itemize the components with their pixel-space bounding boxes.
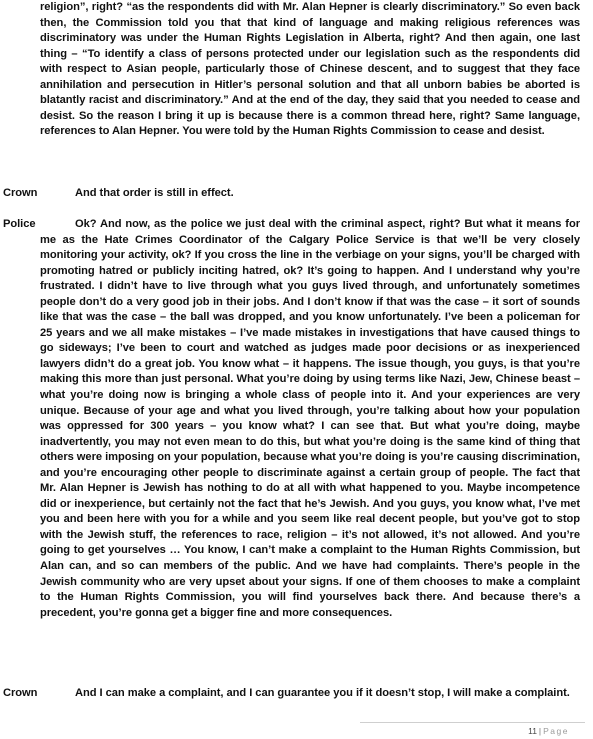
speaker-label: Police xyxy=(3,218,36,230)
page-number-value: 11 xyxy=(528,726,537,736)
page-number xyxy=(528,726,569,736)
paragraph-text: Ok? And now, as the police we just deal with the criminal aspect, right? But what it means for me as the Hate Crimes Coordinator of the Calgary Police Service is that we’ll be very closely monitoring your activity, ok? If you cross the line in the verbiage on your signs, you’ll be charged with promoting hatred or publicly inciting hatred, ok? It’s going to happen. And I understand why you’re frustrated. I didn’t have to live through what you guys lived through, and unfortunately sometimes people don’t do a very good job in their jobs. And I don’t know if that was the case – it sort of sounds like that was the case – the ball was dropped, and you know unfortunately. I’ve been a policeman for 25 years and we all make mistakes – I’ve made mistakes in investigations that have caused things to go sideways; I’ve been to court and watched as judges made poor decisions or as inexperienced lawyers didn’t do a great job. You know what – it happens. The issue though, you guys, is that you’re making this more than just personal. What you’re doing by using terms like Nazi, Jew, Chinese beast – what you’re doing now is bringing a whole class of people into it. And your experiences are very unique. Because of your age and what you lived through, you’re talking about how your population was oppressed for 300 years – you know what? I can see that. But what you’re doing, maybe inadvertently, you may not even mean to do this, but what you’re doing is the same kind of thing that others were imposing on your population, because what you’re doing is you’re causing discrimination, and you’re encouraging other people to discriminate against a certain group of people. The fact that Mr. Alan Hepner is Jewish has nothing to do at all with what happened to you. Maybe incompetence did or inexperience, but certainly not the fact that he’s Jewish. And you guys, you know what, I’ve met you and been here with you for a while and you seem like real decent people, but you’ve got to stop with the Jewish stuff, the references to race, religion – it’s not allowed, it’s not allowed. And you’re going to get yourselves … You know, I can’t make a complaint to the Human Rights Commission, but Alan can, and so can members of the public. And we have had complaints. There’s people in the Jewish community who are very upset about your signs. If one of them chooses to make a complaint to the Human Rights Commission, you will find yourselves back there. And because there’s a precedent, you’re gonna get a bigger fine and more consequences. xyxy=(40,218,580,619)
paragraph-crown-1 xyxy=(0,186,580,202)
paragraph-crown-2 xyxy=(0,686,580,702)
footer-rule xyxy=(360,722,585,723)
paragraph-continuation xyxy=(0,0,580,140)
page-separator: | xyxy=(538,726,542,736)
paragraph-text: religion”, right? “as the respondents did with Mr. Alan Hepner is clearly discriminatory.” So even back then, the Commission told you that that kind of language and making religious references was discriminatory was under the Human Rights Legislation in Alberta, right? And then again, one last thing – “To identify a class of persons protected under our legislation such as the respondents did with respect to Asian people, particularly those of Chinese descent, and to suggest that they face annihilation and persecution in Hitler’s personal solution and that all unborn babies be aborted is blatantly racist and discriminatory.” And at the end of the day, they said that you needed to cease and desist. So the reason I bring it up is because there is a common thread here, right? Same language, references to Alan Hepner. You were told by the Human Rights Commission to cease and desist. xyxy=(40,1,580,138)
page-footer xyxy=(0,722,593,739)
speaker-label: Crown xyxy=(3,187,38,199)
paragraph-text: And I can make a complaint, and I can guarantee you if it doesn’t stop, I will make a complaint. xyxy=(75,687,570,699)
speaker-label: Crown xyxy=(3,687,38,699)
paragraph-police xyxy=(0,217,580,621)
page-label: Page xyxy=(543,726,569,736)
paragraph-text: And that order is still in effect. xyxy=(75,187,234,199)
